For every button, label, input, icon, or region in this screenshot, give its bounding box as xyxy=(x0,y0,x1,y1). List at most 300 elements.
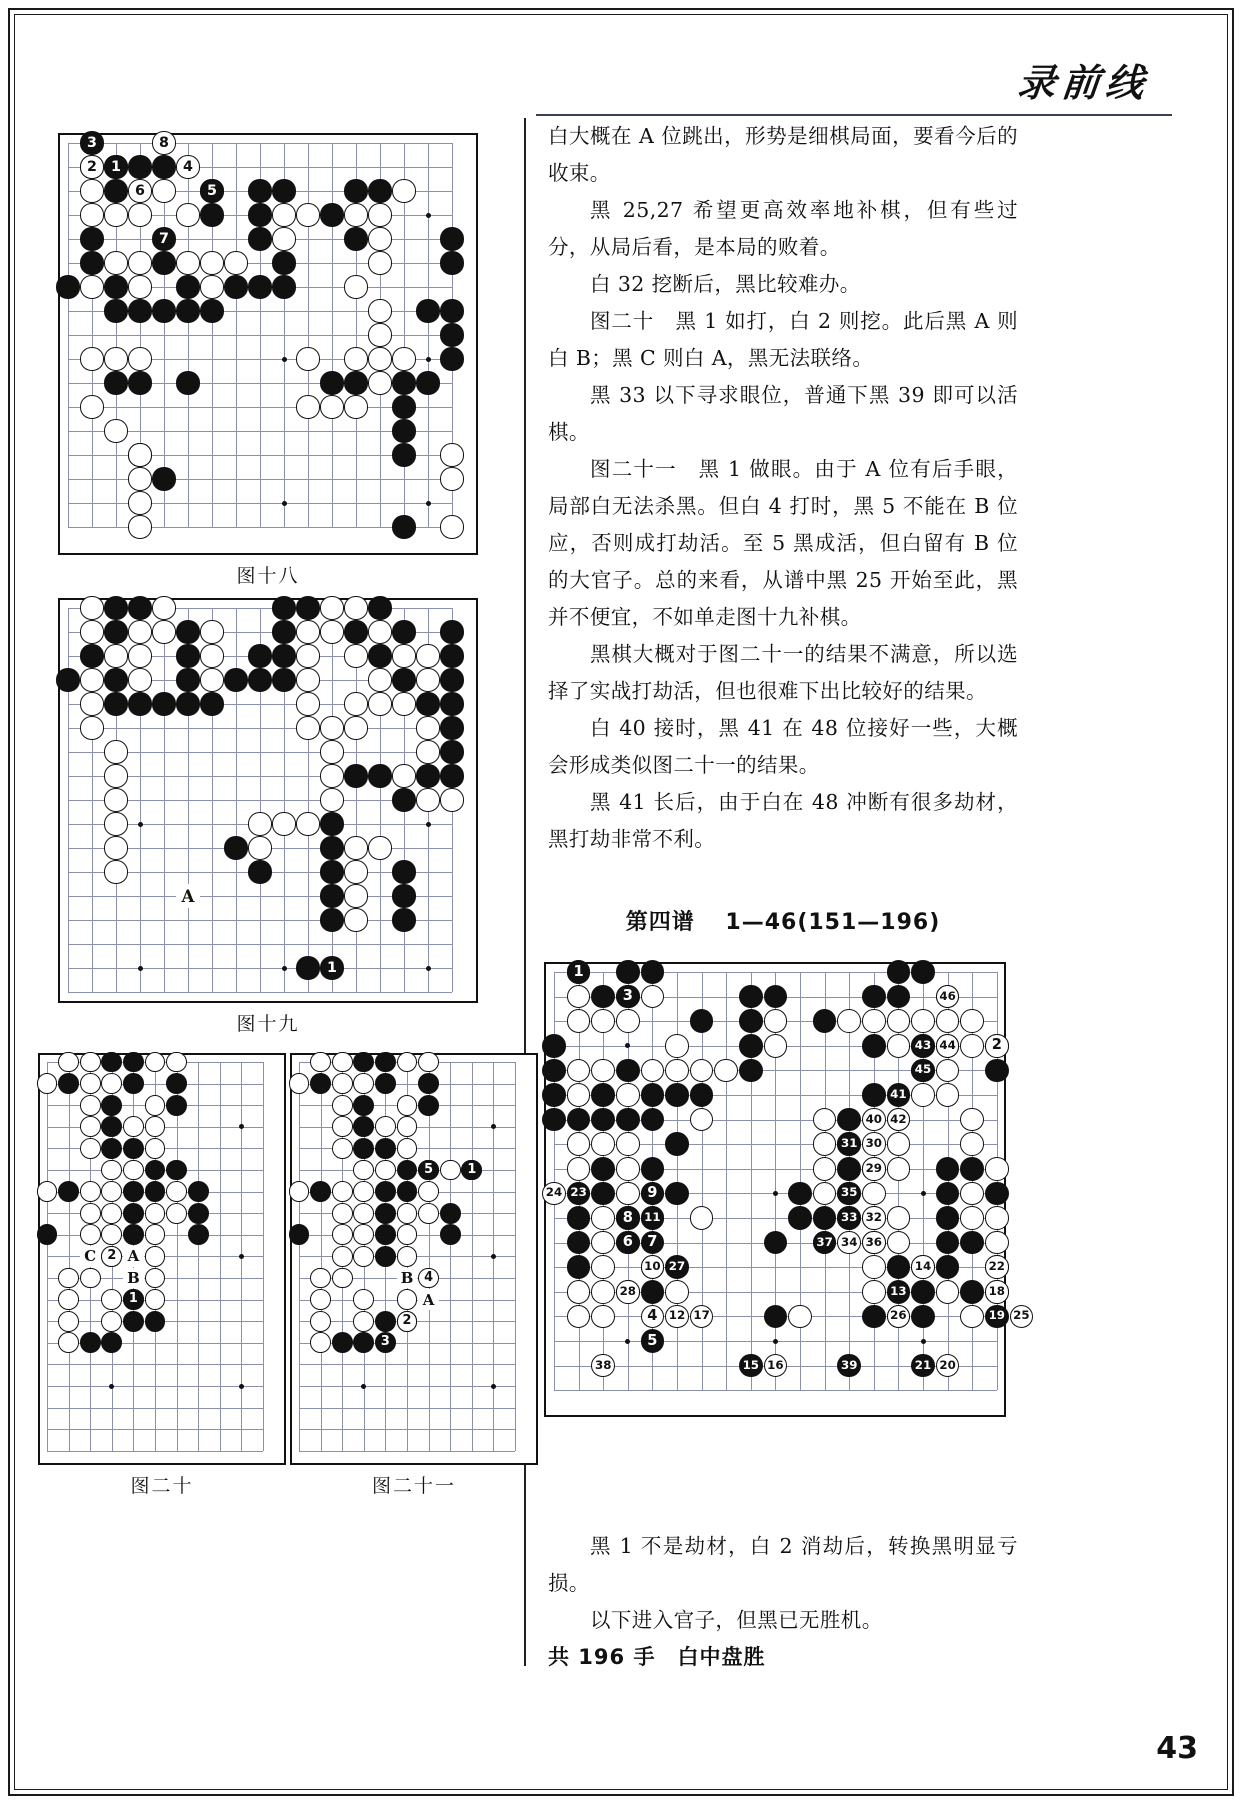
black-stone[interactable] xyxy=(353,1138,374,1159)
black-stone[interactable] xyxy=(887,1255,911,1279)
black-stone[interactable] xyxy=(128,371,151,394)
black-stone[interactable] xyxy=(690,1083,714,1107)
black-stone[interactable] xyxy=(123,1224,144,1245)
white-stone[interactable] xyxy=(272,227,295,250)
white-stone[interactable] xyxy=(344,395,367,418)
black-stone[interactable] xyxy=(56,275,79,298)
black-stone[interactable] xyxy=(188,1224,209,1245)
white-stone[interactable] xyxy=(320,788,343,811)
white-stone[interactable] xyxy=(289,1073,310,1094)
white-stone[interactable] xyxy=(567,985,591,1009)
white-stone[interactable] xyxy=(368,836,391,859)
white-stone[interactable] xyxy=(690,1059,714,1083)
black-stone[interactable] xyxy=(542,1108,566,1132)
white-stone[interactable] xyxy=(104,860,127,883)
black-stone[interactable] xyxy=(320,371,343,394)
white-stone[interactable] xyxy=(145,1224,166,1245)
white-stone[interactable] xyxy=(353,1073,374,1094)
white-stone[interactable] xyxy=(296,668,319,691)
move-stone-42[interactable]: 42 xyxy=(887,1108,911,1132)
black-stone[interactable] xyxy=(440,668,463,691)
white-stone[interactable] xyxy=(101,1181,122,1202)
move-stone-35[interactable]: 35 xyxy=(837,1182,861,1206)
black-stone[interactable] xyxy=(104,275,127,298)
black-stone[interactable] xyxy=(248,860,271,883)
black-stone[interactable] xyxy=(813,1206,837,1230)
white-stone[interactable] xyxy=(128,275,151,298)
black-stone[interactable] xyxy=(567,1231,591,1255)
black-stone[interactable] xyxy=(813,1009,837,1033)
go-board[interactable] xyxy=(58,133,478,555)
white-stone[interactable] xyxy=(200,275,223,298)
black-stone[interactable] xyxy=(123,1311,144,1332)
white-stone[interactable] xyxy=(332,1138,353,1159)
white-stone[interactable] xyxy=(145,1052,166,1073)
go-board[interactable] xyxy=(290,1053,538,1465)
move-stone-2[interactable]: 2 xyxy=(985,1034,1009,1058)
white-stone[interactable] xyxy=(887,1206,911,1230)
white-stone[interactable] xyxy=(392,644,415,667)
black-stone[interactable] xyxy=(368,644,391,667)
white-stone[interactable] xyxy=(397,1246,418,1267)
white-stone[interactable] xyxy=(80,668,103,691)
white-stone[interactable] xyxy=(813,1182,837,1206)
white-stone[interactable] xyxy=(104,644,127,667)
black-stone[interactable] xyxy=(416,371,439,394)
move-stone-3[interactable]: 3 xyxy=(80,131,103,154)
white-stone[interactable] xyxy=(101,1160,122,1181)
black-stone[interactable] xyxy=(128,596,151,619)
white-stone[interactable] xyxy=(960,1206,984,1230)
white-stone[interactable] xyxy=(123,1160,144,1181)
white-stone[interactable] xyxy=(145,1138,166,1159)
white-stone[interactable] xyxy=(80,692,103,715)
black-stone[interactable] xyxy=(392,395,415,418)
black-stone[interactable] xyxy=(616,1108,640,1132)
white-stone[interactable] xyxy=(440,515,463,538)
black-stone[interactable] xyxy=(985,1059,1009,1083)
move-stone-17[interactable]: 17 xyxy=(690,1305,714,1329)
black-stone[interactable] xyxy=(166,1073,187,1094)
black-stone[interactable] xyxy=(200,299,223,322)
move-stone-13[interactable]: 13 xyxy=(887,1280,911,1304)
white-stone[interactable] xyxy=(911,1083,935,1107)
move-stone-44[interactable]: 44 xyxy=(936,1034,960,1058)
move-stone-4[interactable]: 4 xyxy=(641,1305,665,1329)
black-stone[interactable] xyxy=(368,179,391,202)
black-stone[interactable] xyxy=(123,1181,144,1202)
black-stone[interactable] xyxy=(960,1157,984,1181)
black-stone[interactable] xyxy=(152,155,175,178)
white-stone[interactable] xyxy=(368,371,391,394)
white-stone[interactable] xyxy=(641,985,665,1009)
white-stone[interactable] xyxy=(960,1009,984,1033)
white-stone[interactable] xyxy=(690,1108,714,1132)
black-stone[interactable] xyxy=(862,985,886,1009)
white-stone[interactable] xyxy=(591,1059,615,1083)
black-stone[interactable] xyxy=(368,764,391,787)
black-stone[interactable] xyxy=(567,1206,591,1230)
white-stone[interactable] xyxy=(416,740,439,763)
move-stone-20[interactable]: 20 xyxy=(936,1354,960,1378)
white-stone[interactable] xyxy=(104,203,127,226)
move-stone-14[interactable]: 14 xyxy=(911,1255,935,1279)
move-stone-5[interactable]: 5 xyxy=(418,1160,439,1181)
black-stone[interactable] xyxy=(641,960,665,984)
move-stone-18[interactable]: 18 xyxy=(985,1280,1009,1304)
black-stone[interactable] xyxy=(123,1052,144,1073)
white-stone[interactable] xyxy=(416,644,439,667)
black-stone[interactable] xyxy=(542,1034,566,1058)
white-stone[interactable] xyxy=(289,1181,310,1202)
white-stone[interactable] xyxy=(353,1246,374,1267)
white-stone[interactable] xyxy=(344,908,367,931)
black-stone[interactable] xyxy=(397,1181,418,1202)
white-stone[interactable] xyxy=(416,788,439,811)
white-stone[interactable] xyxy=(332,1246,353,1267)
white-stone[interactable] xyxy=(397,1138,418,1159)
white-stone[interactable] xyxy=(104,347,127,370)
black-stone[interactable] xyxy=(101,1332,122,1353)
go-board[interactable] xyxy=(544,962,1030,1417)
black-stone[interactable] xyxy=(440,692,463,715)
white-stone[interactable] xyxy=(128,347,151,370)
white-stone[interactable] xyxy=(887,1231,911,1255)
black-stone[interactable] xyxy=(200,692,223,715)
black-stone[interactable] xyxy=(80,644,103,667)
white-stone[interactable] xyxy=(344,692,367,715)
black-stone[interactable] xyxy=(641,1108,665,1132)
black-stone[interactable] xyxy=(375,1138,396,1159)
move-stone-5[interactable]: 5 xyxy=(641,1329,665,1353)
black-stone[interactable] xyxy=(176,299,199,322)
move-stone-45[interactable]: 45 xyxy=(911,1059,935,1083)
white-stone[interactable] xyxy=(344,884,367,907)
white-stone[interactable] xyxy=(665,1059,689,1083)
white-stone[interactable] xyxy=(397,1289,418,1310)
white-stone[interactable] xyxy=(123,1116,144,1137)
black-stone[interactable] xyxy=(764,1305,788,1329)
black-stone[interactable] xyxy=(375,1311,396,1332)
move-stone-8[interactable]: 8 xyxy=(616,1206,640,1230)
white-stone[interactable] xyxy=(101,1203,122,1224)
black-stone[interactable] xyxy=(616,1059,640,1083)
black-stone[interactable] xyxy=(392,884,415,907)
white-stone[interactable] xyxy=(128,467,151,490)
black-stone[interactable] xyxy=(936,1182,960,1206)
black-stone[interactable] xyxy=(128,155,151,178)
black-stone[interactable] xyxy=(375,1203,396,1224)
white-stone[interactable] xyxy=(616,1182,640,1206)
black-stone[interactable] xyxy=(567,1108,591,1132)
white-stone[interactable] xyxy=(960,1305,984,1329)
black-stone[interactable] xyxy=(188,1181,209,1202)
white-stone[interactable] xyxy=(80,1203,101,1224)
white-stone[interactable] xyxy=(58,1332,79,1353)
white-stone[interactable] xyxy=(80,1224,101,1245)
white-stone[interactable] xyxy=(200,620,223,643)
white-stone[interactable] xyxy=(128,620,151,643)
black-stone[interactable] xyxy=(887,985,911,1009)
move-stone-6[interactable]: 6 xyxy=(616,1231,640,1255)
black-stone[interactable] xyxy=(440,716,463,739)
black-stone[interactable] xyxy=(397,1160,418,1181)
black-stone[interactable] xyxy=(440,1224,461,1245)
black-stone[interactable] xyxy=(542,1059,566,1083)
black-stone[interactable] xyxy=(591,985,615,1009)
white-stone[interactable] xyxy=(887,1034,911,1058)
black-stone[interactable] xyxy=(320,908,343,931)
black-stone[interactable] xyxy=(375,1073,396,1094)
black-stone[interactable] xyxy=(128,299,151,322)
black-stone[interactable] xyxy=(320,836,343,859)
black-stone[interactable] xyxy=(862,1034,886,1058)
white-stone[interactable] xyxy=(353,1160,374,1181)
black-stone[interactable] xyxy=(936,1231,960,1255)
black-stone[interactable] xyxy=(58,1181,79,1202)
white-stone[interactable] xyxy=(418,1052,439,1073)
white-stone[interactable] xyxy=(80,1268,101,1289)
black-stone[interactable] xyxy=(788,1182,812,1206)
move-stone-10[interactable]: 10 xyxy=(641,1255,665,1279)
black-stone[interactable] xyxy=(375,1181,396,1202)
move-stone-19[interactable]: 19 xyxy=(985,1305,1009,1329)
white-stone[interactable] xyxy=(567,1280,591,1304)
black-stone[interactable] xyxy=(310,1181,331,1202)
move-stone-7[interactable]: 7 xyxy=(152,227,175,250)
black-stone[interactable] xyxy=(344,179,367,202)
white-stone[interactable] xyxy=(80,395,103,418)
black-stone[interactable] xyxy=(440,347,463,370)
black-stone[interactable] xyxy=(123,1203,144,1224)
white-stone[interactable] xyxy=(567,1059,591,1083)
white-stone[interactable] xyxy=(320,764,343,787)
white-stone[interactable] xyxy=(310,1332,331,1353)
black-stone[interactable] xyxy=(440,1203,461,1224)
white-stone[interactable] xyxy=(58,1311,79,1332)
white-stone[interactable] xyxy=(813,1108,837,1132)
black-stone[interactable] xyxy=(911,1280,935,1304)
white-stone[interactable] xyxy=(368,251,391,274)
black-stone[interactable] xyxy=(272,596,295,619)
black-stone[interactable] xyxy=(392,788,415,811)
black-stone[interactable] xyxy=(104,620,127,643)
white-stone[interactable] xyxy=(862,1009,886,1033)
black-stone[interactable] xyxy=(101,1138,122,1159)
move-stone-11[interactable]: 11 xyxy=(641,1206,665,1230)
white-stone[interactable] xyxy=(397,1224,418,1245)
white-stone[interactable] xyxy=(985,1157,1009,1181)
white-stone[interactable] xyxy=(936,1059,960,1083)
move-stone-29[interactable]: 29 xyxy=(862,1157,886,1181)
move-stone-4[interactable]: 4 xyxy=(418,1268,439,1289)
black-stone[interactable] xyxy=(440,323,463,346)
white-stone[interactable] xyxy=(176,203,199,226)
black-stone[interactable] xyxy=(368,596,391,619)
move-stone-5[interactable]: 5 xyxy=(200,179,223,202)
black-stone[interactable] xyxy=(440,299,463,322)
white-stone[interactable] xyxy=(332,1224,353,1245)
black-stone[interactable] xyxy=(101,1116,122,1137)
white-stone[interactable] xyxy=(591,1206,615,1230)
white-stone[interactable] xyxy=(392,764,415,787)
black-stone[interactable] xyxy=(739,985,763,1009)
move-stone-8[interactable]: 8 xyxy=(152,131,175,154)
white-stone[interactable] xyxy=(887,1132,911,1156)
black-stone[interactable] xyxy=(936,1157,960,1181)
white-stone[interactable] xyxy=(310,1268,331,1289)
white-stone[interactable] xyxy=(310,1311,331,1332)
white-stone[interactable] xyxy=(368,692,391,715)
black-stone[interactable] xyxy=(56,668,79,691)
black-stone[interactable] xyxy=(418,1095,439,1116)
white-stone[interactable] xyxy=(58,1052,79,1073)
black-stone[interactable] xyxy=(392,515,415,538)
move-stone-6[interactable]: 6 xyxy=(128,179,151,202)
white-stone[interactable] xyxy=(145,1289,166,1310)
white-stone[interactable] xyxy=(332,1095,353,1116)
white-stone[interactable] xyxy=(837,1009,861,1033)
white-stone[interactable] xyxy=(862,1280,886,1304)
black-stone[interactable] xyxy=(887,960,911,984)
black-stone[interactable] xyxy=(960,1231,984,1255)
white-stone[interactable] xyxy=(567,1009,591,1033)
white-stone[interactable] xyxy=(296,812,319,835)
move-stone-26[interactable]: 26 xyxy=(887,1305,911,1329)
white-stone[interactable] xyxy=(104,419,127,442)
black-stone[interactable] xyxy=(416,764,439,787)
white-stone[interactable] xyxy=(591,1280,615,1304)
move-stone-9[interactable]: 9 xyxy=(641,1182,665,1206)
black-stone[interactable] xyxy=(104,596,127,619)
black-stone[interactable] xyxy=(166,1160,187,1181)
black-stone[interactable] xyxy=(440,740,463,763)
move-stone-43[interactable]: 43 xyxy=(911,1034,935,1058)
white-stone[interactable] xyxy=(152,179,175,202)
white-stone[interactable] xyxy=(416,716,439,739)
black-stone[interactable] xyxy=(123,1073,144,1094)
white-stone[interactable] xyxy=(375,1116,396,1137)
white-stone[interactable] xyxy=(80,1116,101,1137)
white-stone[interactable] xyxy=(813,1157,837,1181)
black-stone[interactable] xyxy=(764,985,788,1009)
white-stone[interactable] xyxy=(440,443,463,466)
white-stone[interactable] xyxy=(80,1052,101,1073)
white-stone[interactable] xyxy=(145,1095,166,1116)
black-stone[interactable] xyxy=(440,764,463,787)
black-stone[interactable] xyxy=(152,467,175,490)
black-stone[interactable] xyxy=(224,668,247,691)
white-stone[interactable] xyxy=(128,251,151,274)
black-stone[interactable] xyxy=(392,908,415,931)
black-stone[interactable] xyxy=(616,960,640,984)
white-stone[interactable] xyxy=(80,596,103,619)
move-stone-37[interactable]: 37 xyxy=(813,1231,837,1255)
white-stone[interactable] xyxy=(344,644,367,667)
move-stone-1[interactable]: 1 xyxy=(320,956,343,979)
move-stone-28[interactable]: 28 xyxy=(616,1280,640,1304)
black-stone[interactable] xyxy=(320,812,343,835)
white-stone[interactable] xyxy=(296,692,319,715)
white-stone[interactable] xyxy=(397,1116,418,1137)
black-stone[interactable] xyxy=(591,1182,615,1206)
white-stone[interactable] xyxy=(101,1224,122,1245)
white-stone[interactable] xyxy=(80,1073,101,1094)
black-stone[interactable] xyxy=(272,668,295,691)
black-stone[interactable] xyxy=(248,275,271,298)
white-stone[interactable] xyxy=(332,1268,353,1289)
black-stone[interactable] xyxy=(440,227,463,250)
white-stone[interactable] xyxy=(440,1160,461,1181)
move-stone-1[interactable]: 1 xyxy=(104,155,127,178)
white-stone[interactable] xyxy=(166,1181,187,1202)
black-stone[interactable] xyxy=(344,371,367,394)
white-stone[interactable] xyxy=(296,716,319,739)
go-board[interactable] xyxy=(38,1053,286,1465)
black-stone[interactable] xyxy=(104,179,127,202)
white-stone[interactable] xyxy=(80,203,103,226)
black-stone[interactable] xyxy=(960,1280,984,1304)
black-stone[interactable] xyxy=(320,860,343,883)
white-stone[interactable] xyxy=(397,1052,418,1073)
move-stone-1[interactable]: 1 xyxy=(567,960,591,984)
black-stone[interactable] xyxy=(145,1160,166,1181)
move-stone-32[interactable]: 32 xyxy=(862,1206,886,1230)
black-stone[interactable] xyxy=(176,692,199,715)
move-stone-25[interactable]: 25 xyxy=(1010,1305,1034,1329)
white-stone[interactable] xyxy=(101,1073,122,1094)
white-stone[interactable] xyxy=(145,1246,166,1267)
move-stone-2[interactable]: 2 xyxy=(397,1311,418,1332)
white-stone[interactable] xyxy=(80,347,103,370)
white-stone[interactable] xyxy=(320,740,343,763)
white-stone[interactable] xyxy=(200,668,223,691)
black-stone[interactable] xyxy=(936,1206,960,1230)
white-stone[interactable] xyxy=(296,395,319,418)
move-stone-21[interactable]: 21 xyxy=(911,1354,935,1378)
move-stone-16[interactable]: 16 xyxy=(764,1354,788,1378)
white-stone[interactable] xyxy=(353,1289,374,1310)
black-stone[interactable] xyxy=(176,275,199,298)
white-stone[interactable] xyxy=(887,1157,911,1181)
black-stone[interactable] xyxy=(224,836,247,859)
black-stone[interactable] xyxy=(392,443,415,466)
move-stone-2[interactable]: 2 xyxy=(80,155,103,178)
black-stone[interactable] xyxy=(176,644,199,667)
white-stone[interactable] xyxy=(320,395,343,418)
white-stone[interactable] xyxy=(887,1009,911,1033)
black-stone[interactable] xyxy=(739,1034,763,1058)
white-stone[interactable] xyxy=(104,764,127,787)
white-stone[interactable] xyxy=(960,1108,984,1132)
black-stone[interactable] xyxy=(392,620,415,643)
move-stone-7[interactable]: 7 xyxy=(641,1231,665,1255)
move-stone-3[interactable]: 3 xyxy=(616,985,640,1009)
white-stone[interactable] xyxy=(310,1052,331,1073)
white-stone[interactable] xyxy=(368,347,391,370)
black-stone[interactable] xyxy=(200,203,223,226)
black-stone[interactable] xyxy=(176,668,199,691)
white-stone[interactable] xyxy=(128,668,151,691)
white-stone[interactable] xyxy=(960,1182,984,1206)
black-stone[interactable] xyxy=(37,1224,58,1245)
move-stone-38[interactable]: 38 xyxy=(591,1354,615,1378)
white-stone[interactable] xyxy=(397,1203,418,1224)
black-stone[interactable] xyxy=(788,1206,812,1230)
white-stone[interactable] xyxy=(296,203,319,226)
move-stone-31[interactable]: 31 xyxy=(837,1132,861,1156)
white-stone[interactable] xyxy=(641,1059,665,1083)
